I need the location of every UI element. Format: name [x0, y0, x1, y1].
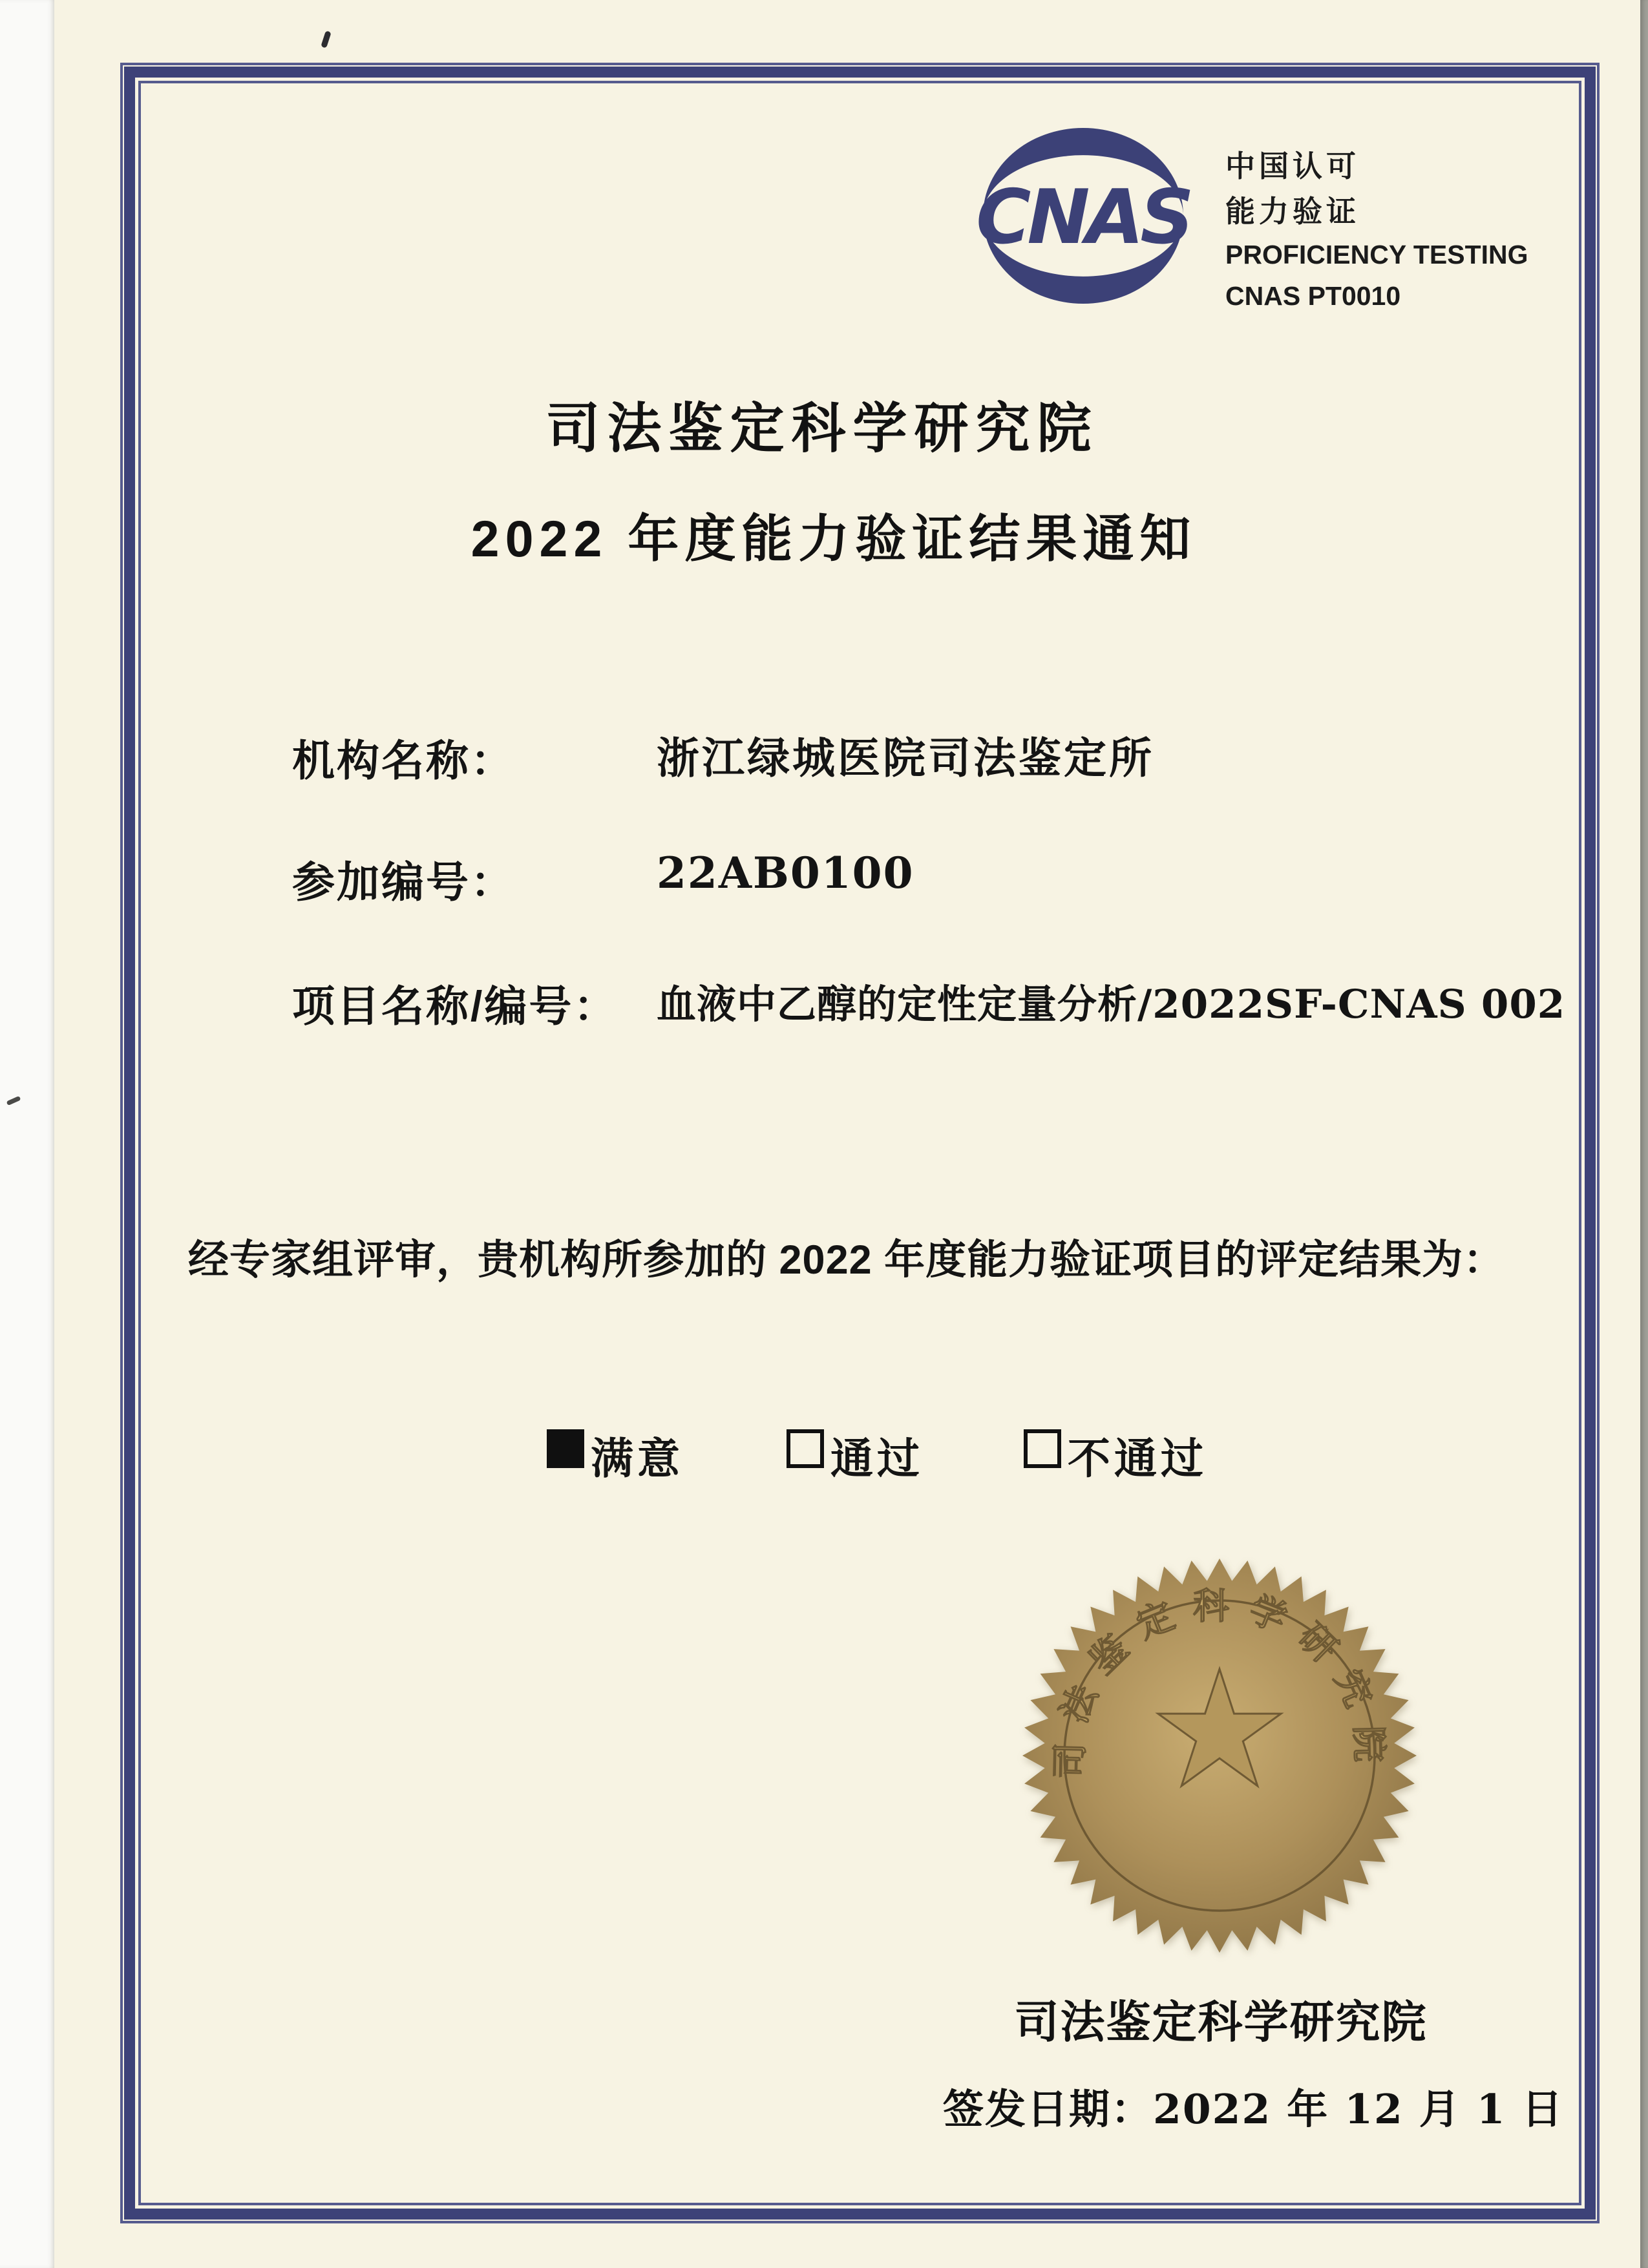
evaluation-statement: 经专家组评审，贵机构所参加的 2022 年度能力验证项目的评定结果为：	[188, 1237, 1505, 1283]
gold-seal	[1022, 1558, 1417, 1953]
checkbox-satisfactory	[547, 1429, 584, 1468]
option-label-fail: 不通过	[1068, 1433, 1207, 1484]
checkbox-fail	[1024, 1429, 1061, 1468]
option-label-pass: 通过	[830, 1433, 924, 1484]
cnas-logo-text: CNAS	[976, 174, 1190, 261]
scan-right-edge	[1640, 0, 1648, 2268]
issuer-name: 司法鉴定科学研究院	[1014, 1997, 1428, 2047]
certificate-subtitle: 2022 年度能力验证结果通知	[470, 510, 1197, 567]
cnas-logo-icon	[966, 120, 1200, 311]
field-value-org-name: 浙江绿城医院司法鉴定所	[657, 733, 1154, 783]
field-label-project: 项目名称/编号：	[292, 982, 618, 1030]
field-label-participant-no: 参加编号：	[292, 858, 515, 906]
certificate-title: 司法鉴定科学研究院	[545, 398, 1099, 459]
checkbox-pass	[787, 1429, 824, 1468]
logo-caption-en1: PROFICIENCY TESTING	[1225, 240, 1528, 269]
scan-speck	[321, 30, 332, 48]
logo-caption-zh2: 能力验证	[1225, 194, 1360, 228]
logo-caption-en2: CNAS PT0010	[1225, 281, 1401, 311]
issue-date-label: 签发日期：	[943, 2087, 1153, 2132]
logo-caption-zh1: 中国认可	[1225, 149, 1360, 183]
scan-left-margin	[0, 0, 54, 2268]
option-label-satisfactory: 满意	[591, 1433, 684, 1484]
issue-date-value: 2022 年 12 月 1 日	[1153, 2085, 1564, 2133]
field-value-participant-no: 22AB0100	[657, 848, 914, 898]
issue-date-line	[943, 2077, 1564, 2136]
logo-caption-block	[1225, 143, 1587, 317]
seal-curved-text: 司法鉴定科学研究院	[1049, 1585, 1390, 1780]
field-label-org-name: 机构名称：	[292, 737, 515, 784]
field-value-project: 血液中乙醇的定性定量分析/2022SF-CNAS 002	[657, 982, 1566, 1027]
